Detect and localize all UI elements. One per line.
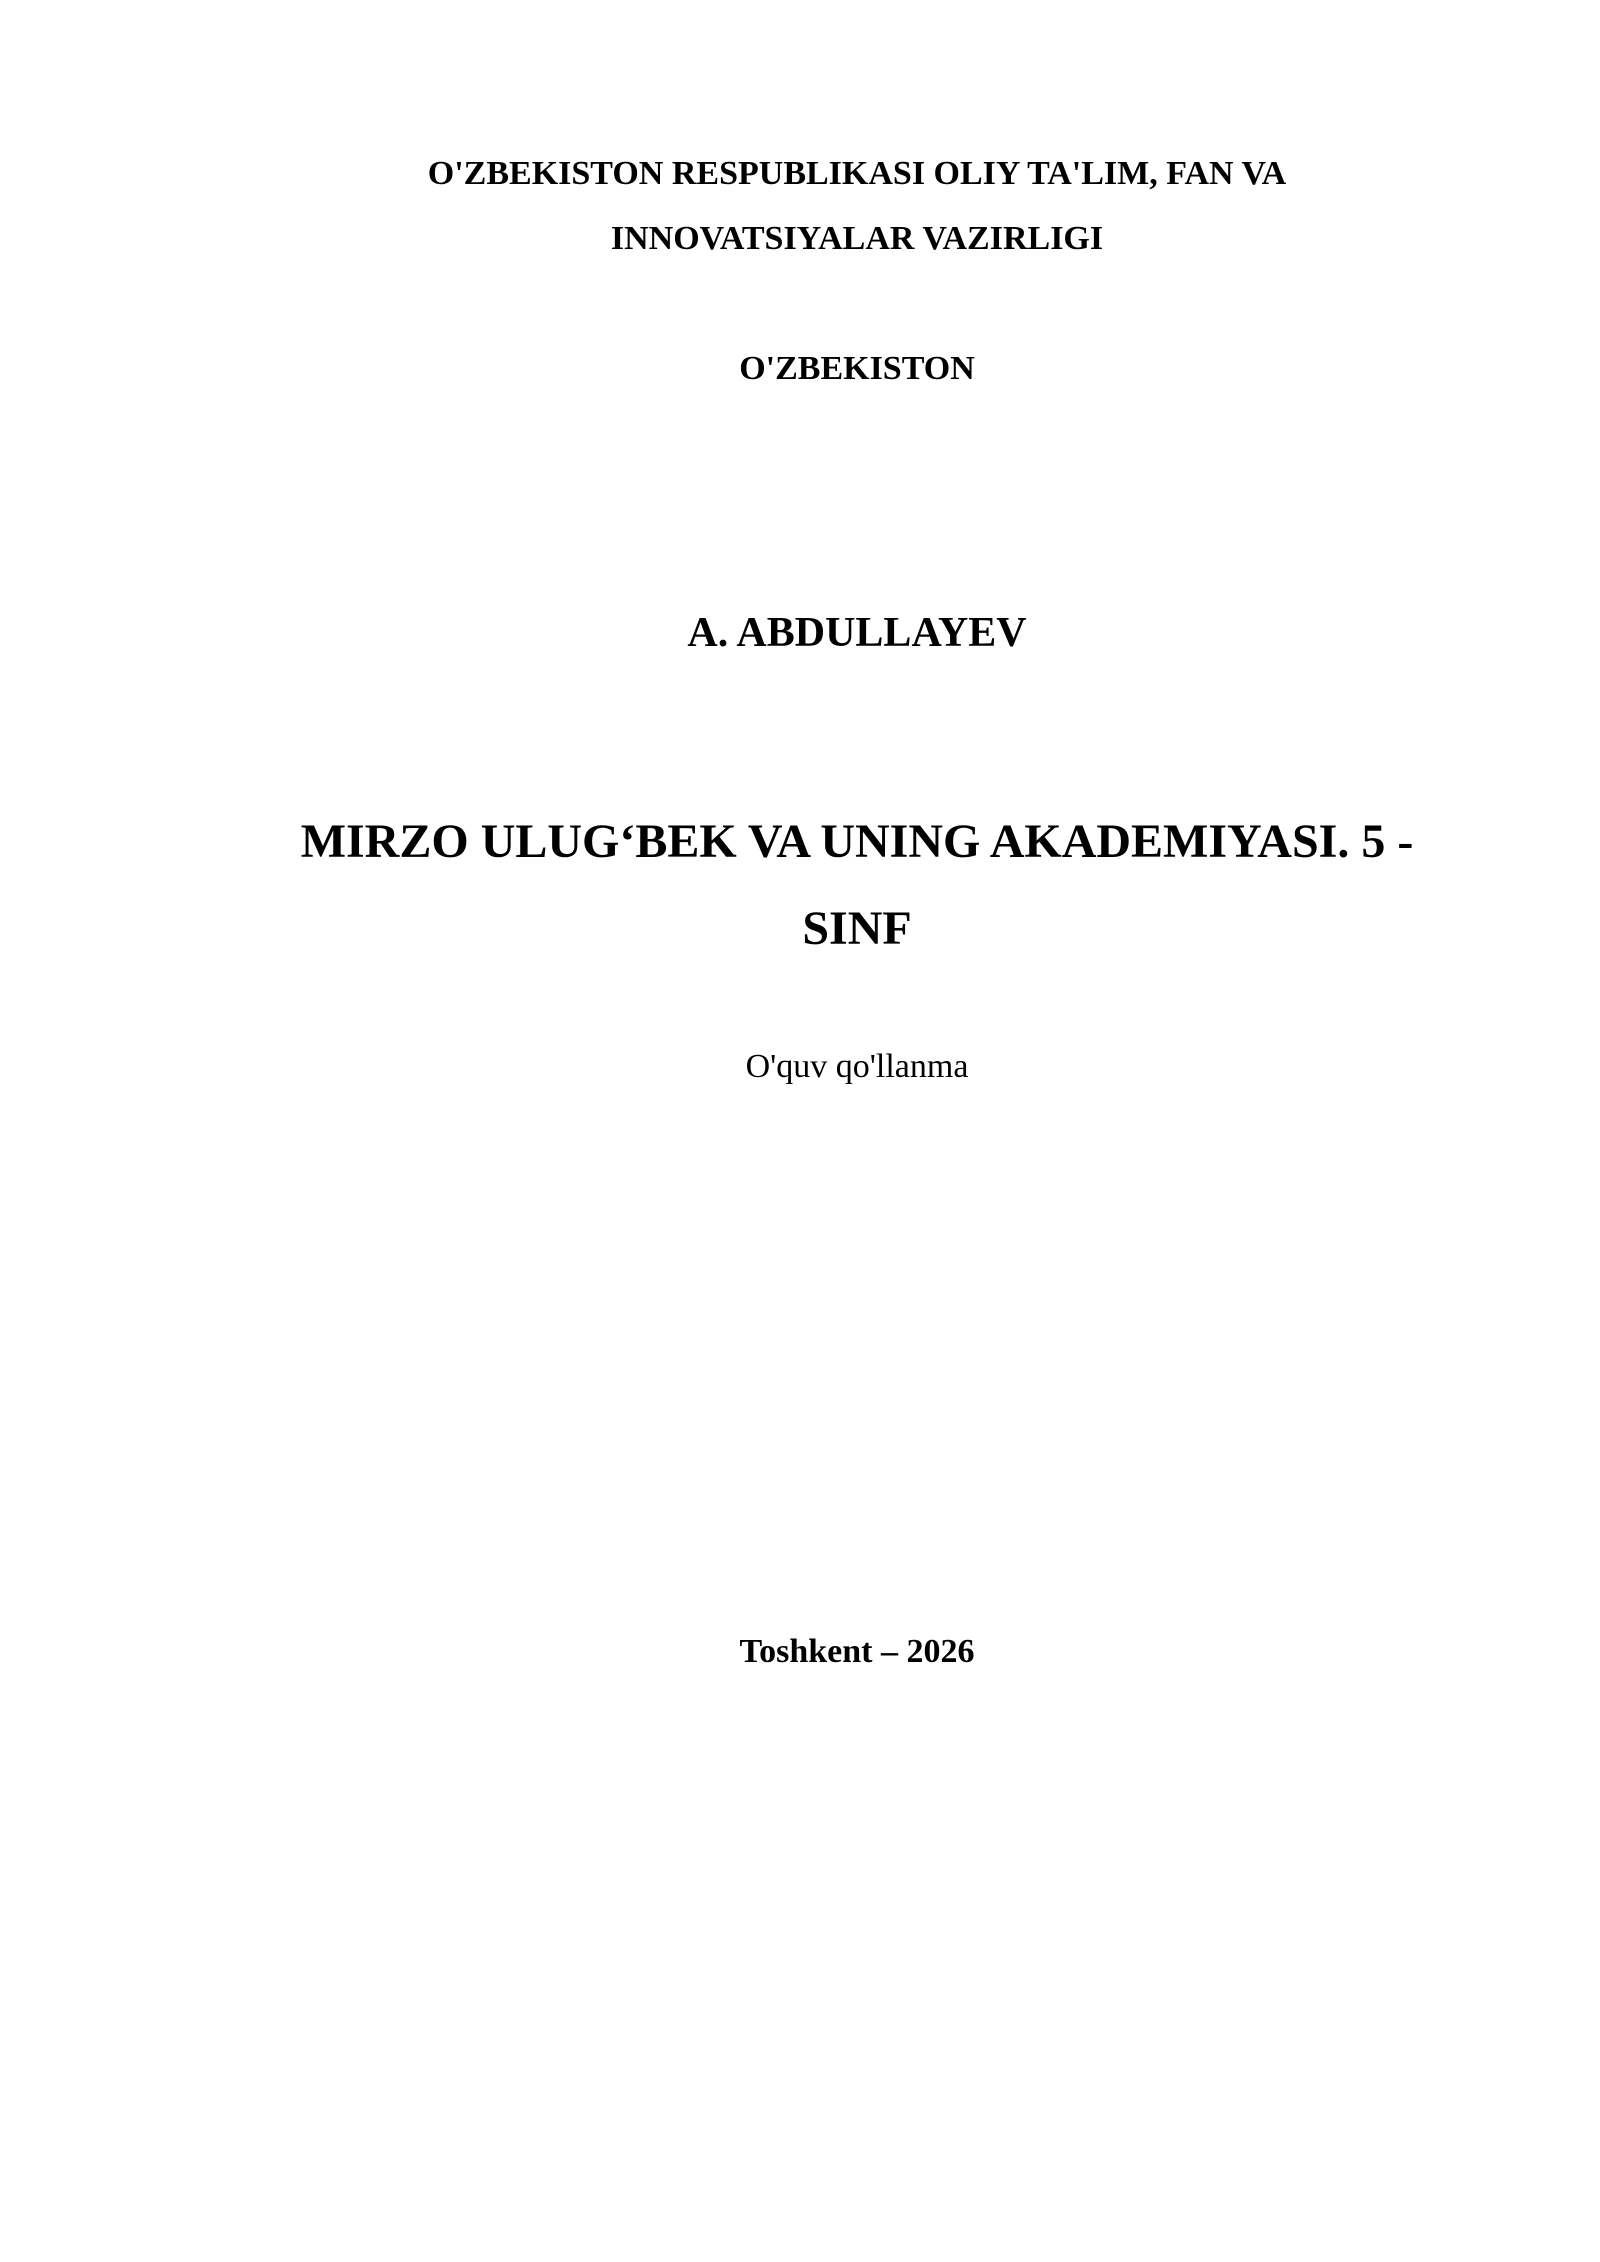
document-title-line-1: MIRZO ULUG‘BEK VA UNING AKADEMIYASI. 5 - — [300, 815, 1414, 868]
document-title-line-2: SINF — [802, 902, 912, 955]
ministry-heading-line-2: INNOVATSIYALAR VAZIRLIGI — [610, 220, 1104, 257]
country-heading: O'ZBEKISTON — [739, 350, 975, 387]
place-and-year: Toshkent – 2026 — [739, 1633, 975, 1670]
ministry-heading-line-1: O'ZBEKISTON RESPUBLIKASI OLIY TA'LIM, FAN VA — [427, 155, 1287, 192]
author-name: A. ABDULLAYEV — [687, 610, 1027, 656]
document-type-subtitle: O'quv qo'llanma — [745, 1048, 969, 1085]
